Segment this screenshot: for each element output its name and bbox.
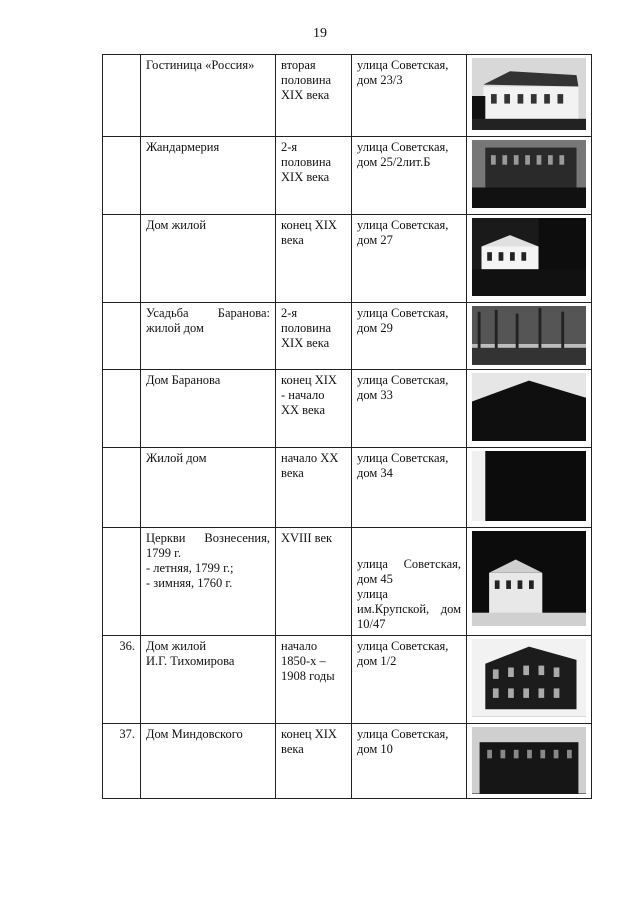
address-line: дом 34 [357, 466, 393, 480]
photo-cell [467, 303, 592, 370]
object-name-line: Дом жилой [146, 218, 207, 232]
address-line [357, 557, 461, 572]
period-line: половина [281, 73, 332, 87]
row-number: 36. [103, 636, 141, 724]
address-line: улица Советская, [357, 639, 449, 653]
object-name-line: 1799 г. [146, 546, 181, 560]
address-word: им.Крупской, [357, 602, 430, 616]
period-line: конец XIX [281, 373, 337, 387]
heritage-table [102, 54, 592, 799]
table-row [103, 528, 592, 636]
row-number: 37. [103, 724, 141, 799]
object-name [141, 528, 276, 636]
period-line: XIX века [281, 336, 330, 350]
period [276, 636, 352, 724]
photo-cell [467, 724, 592, 799]
address-line: дом 10 [357, 742, 393, 756]
photo-cell [467, 215, 592, 303]
object-name [141, 370, 276, 448]
object-name-line [146, 306, 270, 321]
address [352, 137, 467, 215]
address-line: дом 23/3 [357, 73, 403, 87]
object-name [141, 448, 276, 528]
object-name-line [146, 531, 270, 546]
address-line: улица Советская, [357, 218, 449, 232]
building-photo [472, 218, 586, 296]
building-photo [472, 531, 586, 626]
object-name [141, 215, 276, 303]
period-line: XX века [281, 403, 325, 417]
address-word: улица [357, 557, 388, 571]
object-name [141, 724, 276, 799]
address [352, 55, 467, 137]
address-line: улица Советская, [357, 373, 449, 387]
address-line: улица Советская, [357, 306, 449, 320]
table-row [103, 370, 592, 448]
row-number [103, 137, 141, 215]
address-line: дом 25/2лит.Б [357, 155, 431, 169]
address-line: улица Советская, [357, 58, 449, 72]
table-row [103, 215, 592, 303]
photo-cell [467, 137, 592, 215]
period [276, 137, 352, 215]
object-name-line: Дом Баранова [146, 373, 221, 387]
address-line: улица Советская, [357, 451, 449, 465]
photo-cell [467, 370, 592, 448]
address-line: дом 27 [357, 233, 393, 247]
period-line: конец XIX [281, 727, 337, 741]
address-line: 10/47 [357, 617, 386, 631]
photo-cell [467, 528, 592, 636]
period-line: 1908 годы [281, 669, 335, 683]
object-name [141, 137, 276, 215]
table-row [103, 55, 592, 137]
object-name [141, 55, 276, 137]
object-name-word: Усадьба [146, 306, 189, 320]
page-number: 19 [313, 26, 327, 41]
period-line: начало [281, 639, 318, 653]
period-line: вторая [281, 58, 316, 72]
row-number [103, 303, 141, 370]
object-name-line: Гостиница «Россия» [146, 58, 255, 72]
period-line: 2-я [281, 140, 298, 154]
photo-cell [467, 55, 592, 137]
table-row [103, 724, 592, 799]
address [352, 636, 467, 724]
object-name-line: И.Г. Тихомирова [146, 654, 235, 668]
object-name-word: Баранова: [217, 306, 270, 320]
row-number [103, 215, 141, 303]
object-name-word: Вознесения, [204, 531, 270, 545]
period-line: 2-я [281, 306, 298, 320]
row-number [103, 55, 141, 137]
table-row [103, 303, 592, 370]
building-photo [472, 58, 586, 130]
object-name-word: Церкви [146, 531, 186, 545]
period-line: половина [281, 155, 332, 169]
table-row [103, 636, 592, 724]
period [276, 370, 352, 448]
period-line: половина [281, 321, 332, 335]
object-name-line: Жилой дом [146, 451, 207, 465]
period-line: 1850-х – [281, 654, 326, 668]
building-photo [472, 373, 586, 441]
period [276, 55, 352, 137]
object-name-line: - зимняя, 1760 г. [146, 576, 233, 590]
period [276, 448, 352, 528]
period-line: века [281, 742, 304, 756]
table-row [103, 137, 592, 215]
address [352, 724, 467, 799]
address-line: дом 29 [357, 321, 393, 335]
object-name-line: - летняя, 1799 г.; [146, 561, 234, 575]
address [352, 448, 467, 528]
object-name [141, 303, 276, 370]
address-line: дом 45 [357, 572, 393, 586]
period [276, 303, 352, 370]
period [276, 528, 352, 636]
building-photo [472, 639, 586, 717]
address-line: улица Советская, [357, 727, 449, 741]
address-word: Советская, [403, 557, 461, 571]
address-line: дом 1/2 [357, 654, 397, 668]
period [276, 215, 352, 303]
period-line: века [281, 233, 304, 247]
period [276, 724, 352, 799]
building-photo [472, 451, 586, 521]
address-line: улица Советская, [357, 140, 449, 154]
row-number [103, 370, 141, 448]
period-line: XVIII век [281, 531, 333, 545]
object-name-line: Дом Миндовского [146, 727, 243, 741]
address [352, 215, 467, 303]
period-line: XIX века [281, 88, 330, 102]
period-line: века [281, 466, 304, 480]
object-name [141, 636, 276, 724]
object-name-line: Жандармерия [146, 140, 220, 154]
address-word: дом [440, 602, 461, 616]
table-row [103, 448, 592, 528]
address [352, 528, 467, 636]
period-line: конец XIX [281, 218, 337, 232]
address-line: дом 33 [357, 388, 393, 402]
row-number [103, 528, 141, 636]
address [352, 370, 467, 448]
address-line [357, 602, 461, 617]
address-line: улица [357, 587, 388, 601]
object-name-line: Дом жилой [146, 639, 207, 653]
period-line: - начало [281, 388, 325, 402]
building-photo [472, 140, 586, 208]
photo-cell [467, 636, 592, 724]
period-line: XIX века [281, 170, 330, 184]
building-photo [472, 727, 586, 794]
period-line: начало XX [281, 451, 339, 465]
address [352, 303, 467, 370]
row-number [103, 448, 141, 528]
building-photo [472, 306, 586, 365]
photo-cell [467, 448, 592, 528]
object-name-line: жилой дом [146, 321, 204, 335]
